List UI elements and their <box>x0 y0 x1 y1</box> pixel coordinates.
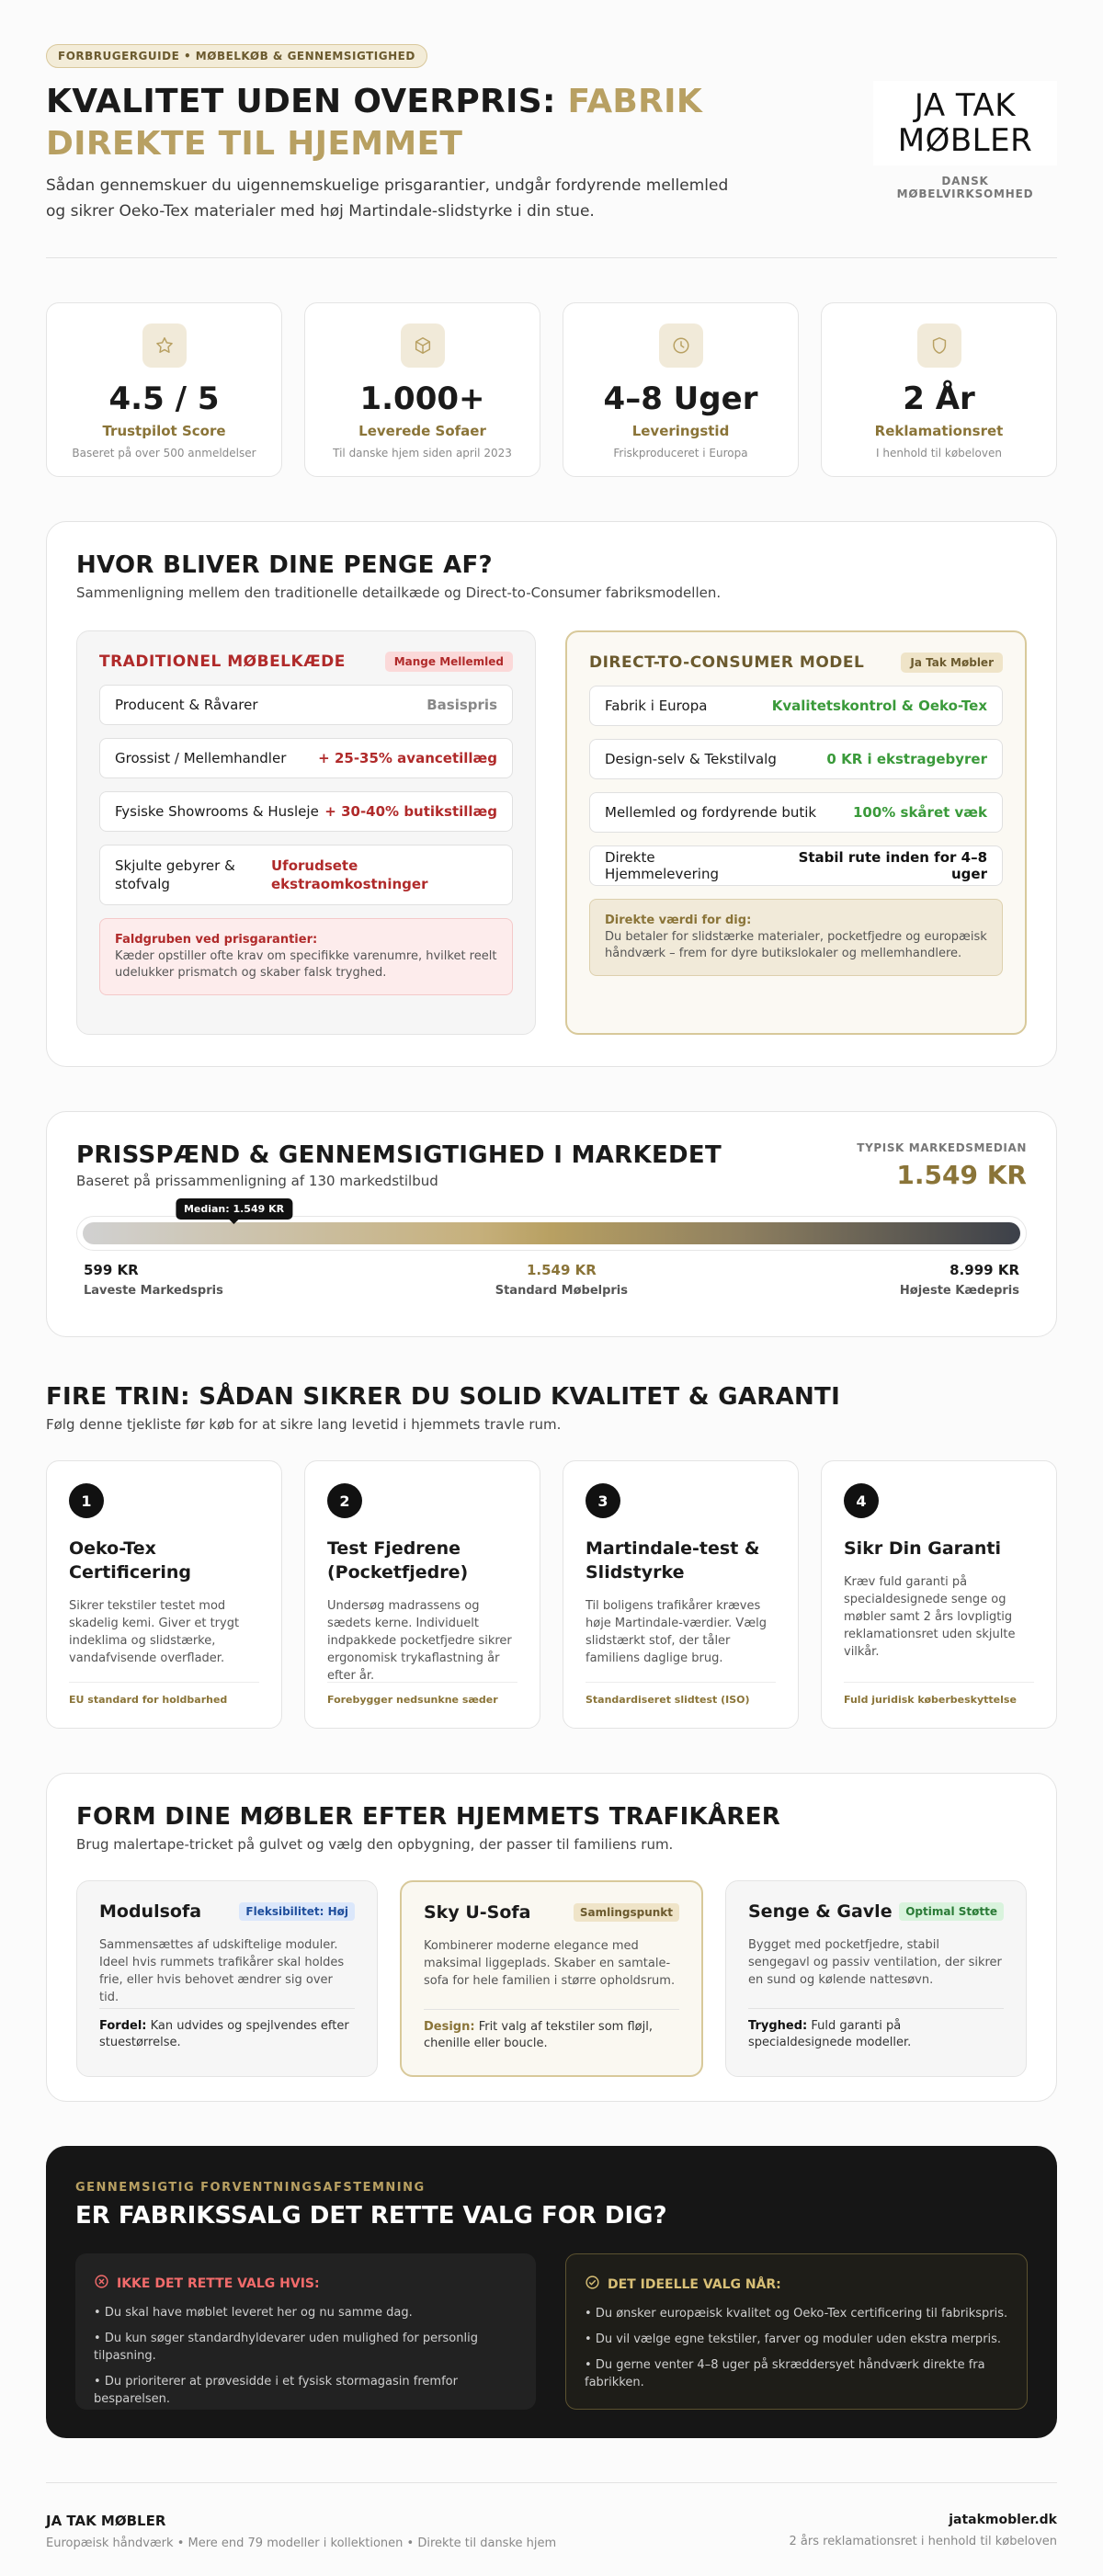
lead-text: Sådan gennemskuer du uigennemskuelige prisgarantier, undgår fordyrende mellemled og sikrer Oeko-Tex materialer med høj Martindale-slidstyrke i din stue. <box>46 176 729 221</box>
shape-description: Sammensættes af udskiftelige moduler. Ideel hvis rummets trafikårer skal holdes frie, eller hvis behovet ændrer sig over tid. <box>99 1938 345 2004</box>
cost-row <box>589 845 1003 886</box>
panel-title: DIRECT-TO-CONSUMER MODEL <box>589 653 865 672</box>
stat-card <box>46 302 282 477</box>
note-text: Du betaler for slidstærke materialer, pocketfjedre og europæisk håndværk – frem for dyre butikslokaler og mellemhandlere. <box>605 930 987 960</box>
stat-label: Leveringstid <box>631 423 730 439</box>
divider <box>46 257 1057 258</box>
price-range-section <box>46 1111 1057 1337</box>
cost-label: Fabrik i Europa <box>605 698 708 714</box>
tick-label: Standard Møbelpris <box>495 1284 629 1298</box>
shape-badge: Optimal Støtte <box>899 1902 1004 1921</box>
panel-badge: Mange Mellemled <box>385 652 513 672</box>
stat-label: Reklamationsret <box>874 423 1004 439</box>
box-icon <box>401 323 445 368</box>
step-number: 4 <box>844 1483 879 1518</box>
stat-value: 4–8 Uger <box>603 380 758 417</box>
star-icon <box>142 323 187 368</box>
step-title: Sikr Din Garanti <box>844 1538 1001 1559</box>
shape-description: Bygget med pocketfjedre, stabil sengegavl og passiv ventilation, der sikrer en sund og kølende nattesøvn. <box>748 1938 1002 1987</box>
shape-title: Sky U-Sofa <box>424 1902 531 1923</box>
page-title <box>46 81 745 165</box>
check-circle-icon <box>585 2275 600 2294</box>
list-item: • Du prioriterer at prøvesidde i et fysisk stormagasin fremfor besparelsen. <box>94 2373 517 2408</box>
cost-label: Mellemled og fordyrende butik <box>605 804 817 821</box>
stat-label: Leverede Sofaer <box>358 423 486 439</box>
note-title: Faldgruben ved prisgarantier: <box>115 933 318 947</box>
step-description: Sikrer tekstiler testet mod skadelig kemi. Giver et trygt indeklima og slidstærke, vandafvisende overflader. <box>69 1599 240 1665</box>
list-item: • Du kun søger standardhyldevarer uden mulighed for personlig tilpasning. <box>94 2330 517 2365</box>
step-description: Til boligens trafikårer kræves høje Martindale-værdier. Vælg slidstærkt stof, der tåler familiens daglige brug. <box>586 1599 767 1665</box>
steps-section <box>46 1383 1057 1729</box>
cost-row <box>589 686 1003 726</box>
median-label: TYPISK MARKEDSMEDIAN <box>857 1141 1027 1154</box>
shape-title: Modulsofa <box>99 1901 202 1922</box>
cost-row <box>589 792 1003 833</box>
list-item: • Du gerne venter 4–8 uger på skræddersyet håndværk direkte fra fabrikken. <box>585 2356 1008 2391</box>
footer-url-link[interactable]: jatakmobler.dk <box>949 2513 1057 2527</box>
cost-label: Skjulte gebyrer & stofvalg <box>115 857 235 892</box>
cost-label: Grossist / Mellemhandler <box>115 750 287 766</box>
median-value: 1.549 KR <box>896 1160 1027 1190</box>
stat-subtext: Til danske hjem siden april 2023 <box>333 447 512 460</box>
box-title: DET IDEELLE VALG NÅR: <box>608 2276 781 2292</box>
traditional-model-panel <box>76 630 536 1035</box>
cost-row <box>589 739 1003 779</box>
page-title-main: KVALITET UDEN OVERPRIS: <box>46 83 568 120</box>
stat-card <box>821 302 1057 477</box>
step-description: Kræv fuld garanti på specialdesignede senge og møbler samt 2 års lovpligtig reklamationsret uden skjulte vilkår. <box>844 1575 1016 1659</box>
cost-value: + 30-40% butikstillæg <box>324 803 497 820</box>
stat-subtext: Friskproduceret i Europa <box>613 447 748 460</box>
step-card <box>563 1460 799 1729</box>
stat-value: 2 År <box>903 380 975 417</box>
step-description: Undersøg madrassens og sædets kerne. Individuelt indpakkede pocketfjedre sikrer ergonomisk trykaflastning år efter år. <box>327 1599 512 1683</box>
shape-footer-text: Fuld garanti på specialdesignede modeller. <box>748 2019 912 2049</box>
brand-line-2: MØBLER <box>897 122 1033 159</box>
step-footer: EU standard for holdbarhed <box>69 1682 259 1706</box>
footer-tagline: Europæisk håndværk • Mere end 79 modeller i kollektionen • Direkte til danske hjem <box>46 2536 557 2550</box>
section-title: FORM DINE MØBLER EFTER HJEMMETS TRAFIKÅRER <box>76 1803 781 1831</box>
section-subtitle: Følg denne tjekliste før køb for at sikre lang levetid i hjemmets travle rum. <box>46 1416 562 1433</box>
shape-footer-text: Frit valg af tekstiler som fløjl, chenille eller boucle. <box>424 2020 653 2050</box>
stat-subtext: Baseret på over 500 anmeldelser <box>72 447 256 460</box>
cost-row <box>99 791 513 832</box>
shape-footer-text: Kan udvides og spejlvendes efter stuestørrelse. <box>99 2019 349 2049</box>
stats-row <box>46 302 1057 477</box>
shape-footer <box>99 2008 355 2051</box>
category-tag: FORBRUGERGUIDE • MØBELKØB & GENNEMSIGTIGHED <box>46 44 427 68</box>
step-card <box>46 1460 282 1729</box>
shape-footer-key: Design: <box>424 2020 475 2034</box>
section-title: ER FABRIKSSALG DET RETTE VALG FOR DIG? <box>75 2202 667 2230</box>
cost-value: Basispris <box>426 697 497 713</box>
shape-card-senge <box>725 1880 1027 2077</box>
step-title: Oeko-Tex Certificering <box>69 1538 192 1583</box>
tick-value: 8.999 KR <box>949 1262 1019 1278</box>
step-number: 3 <box>586 1483 620 1518</box>
step-number: 2 <box>327 1483 362 1518</box>
step-footer: Standardiseret slidtest (ISO) <box>586 1682 776 1706</box>
clock-icon <box>659 323 703 368</box>
shape-footer <box>748 2008 1004 2051</box>
price-range-bar <box>76 1203 1027 1251</box>
list-item: • Du skal have møblet leveret her og nu samme dag. <box>94 2304 517 2321</box>
cost-row <box>99 845 513 905</box>
cost-value: Kvalitetskontrol & Oeko-Tex <box>771 698 987 714</box>
shape-card-u-sofa <box>400 1880 703 2077</box>
note-title: Direkte værdi for dig: <box>605 914 752 927</box>
stat-subtext: I henhold til købeloven <box>876 447 1002 460</box>
footer-subtext: 2 års reklamationsret i henhold til købeloven <box>789 2535 1057 2548</box>
tick-label: Laveste Markedspris <box>84 1284 223 1298</box>
panel-badge: Ja Tak Møbler <box>901 653 1003 673</box>
step-title: Test Fjedrene (Pocketfjedre) <box>327 1538 469 1583</box>
box-title: IKKE DET RETTE VALG HVIS: <box>117 2275 320 2291</box>
cost-label: Fysiske Showrooms & Husleje <box>115 803 319 820</box>
step-card <box>304 1460 540 1729</box>
step-title: Martindale-test & Slidstyrke <box>586 1538 760 1583</box>
cost-label: Producent & Råvarer <box>115 697 258 713</box>
cost-label: Design-selv & Tekstilvalg <box>605 751 777 767</box>
brand-subtitle: DANSK MØBELVIRKSOMHED <box>896 175 1034 200</box>
section-title: FIRE TRIN: SÅDAN SIKRER DU SOLID KVALITET & GARANTI <box>46 1383 841 1411</box>
expectation-section <box>46 2146 1057 2438</box>
section-title: HVOR BLIVER DINE PENGE AF? <box>76 551 493 579</box>
tick-value: 599 KR <box>84 1262 139 1278</box>
cost-value: Stabil rute inden for 4–8 uger <box>798 849 987 882</box>
price-gradient <box>83 1222 1020 1244</box>
list-item: • Du ønsker europæisk kvalitet og Oeko-Tex certificering til fabrikspris. <box>585 2305 1008 2322</box>
brand-line-1: JA TAK <box>914 87 1017 124</box>
cost-value: 100% skåret væk <box>852 804 987 821</box>
header <box>46 44 1057 224</box>
stat-value: 1.000+ <box>359 380 485 417</box>
section-subtitle: Baseret på prissammenligning af 130 markedstilbud <box>76 1173 438 1189</box>
cost-value: 0 KR i ekstragebyrer <box>826 751 987 767</box>
note-text: Kæder opstiller ofte krav om specifikke varenumre, hvilket reelt udelukker prismatch og skaber falsk tryghed. <box>115 949 497 980</box>
cost-row <box>99 738 513 778</box>
shield-icon <box>917 323 961 368</box>
step-footer: Fuld juridisk køberbeskyttelse <box>844 1682 1034 1706</box>
price-tick-median <box>495 1262 628 1298</box>
money-section <box>46 521 1057 1067</box>
cost-value: Uforudsete ekstraomkostninger <box>271 857 428 892</box>
price-tick-max <box>900 1262 1019 1298</box>
warning-note <box>99 918 513 995</box>
cost-row <box>99 685 513 725</box>
furniture-shape-section <box>46 1773 1057 2102</box>
stat-card <box>563 302 799 477</box>
shape-card-modulsofa <box>76 1880 378 2077</box>
section-subtitle: Brug malertape-tricket på gulvet og vælg den opbygning, der passer til familiens rum. <box>76 1836 674 1853</box>
step-number: 1 <box>69 1483 104 1518</box>
ideal-choice-box <box>565 2253 1028 2410</box>
shape-badge: Fleksibilitet: Høj <box>239 1902 355 1921</box>
brand-logo[interactable] <box>873 81 1057 200</box>
list-item: • Du vil vælge egne tekstiler, farver og moduler uden ekstra merpris. <box>585 2331 1008 2348</box>
page-title-accent: FABRIK DIREKTE TIL HJEMMET <box>46 83 703 163</box>
stat-value: 4.5 / 5 <box>108 380 220 417</box>
panel-title: TRADITIONEL MØBELKÆDE <box>99 653 346 671</box>
step-card <box>821 1460 1057 1729</box>
shape-badge: Samlingspunkt <box>574 1903 679 1922</box>
shape-footer <box>424 2009 679 2052</box>
x-circle-icon <box>94 2274 109 2293</box>
not-right-choice-box <box>75 2253 536 2410</box>
shape-footer-key: Fordel: <box>99 2019 147 2033</box>
section-subtitle: Sammenligning mellem den traditionelle detailkæde og Direct-to-Consumer fabriksmodellen. <box>76 584 722 601</box>
median-tooltip: Median: 1.549 KR <box>176 1198 292 1220</box>
shape-description: Kombinerer moderne elegance med maksimal liggeplads. Skaber en samtale-sofa for hele familien i større opholdsrum. <box>424 1939 676 1988</box>
section-title: PRISSPÆND & GENNEMSIGTIGHED I MARKEDET <box>76 1141 722 1169</box>
footer <box>46 2482 1057 2550</box>
d2c-model-panel <box>565 630 1027 1035</box>
stat-label: Trustpilot Score <box>102 423 226 439</box>
step-footer: Forebygger nedsunkne sæder <box>327 1682 517 1706</box>
tick-value: 1.549 KR <box>526 1262 597 1278</box>
section-kicker: GENNEMSIGTIG FORVENTNINGSAFSTEMNING <box>75 2181 426 2195</box>
value-note <box>589 899 1003 976</box>
price-tick-min <box>84 1262 223 1298</box>
tick-label: Højeste Kædepris <box>899 1284 1019 1298</box>
cost-label: Direkte Hjemmelevering <box>605 849 719 882</box>
stat-card <box>304 302 540 477</box>
shape-footer-key: Tryghed: <box>748 2019 808 2033</box>
cost-value: + 25-35% avancetillæg <box>318 750 497 766</box>
shape-title: Senge & Gavle <box>748 1901 893 1922</box>
footer-brand: JA TAK MØBLER <box>46 2513 166 2529</box>
